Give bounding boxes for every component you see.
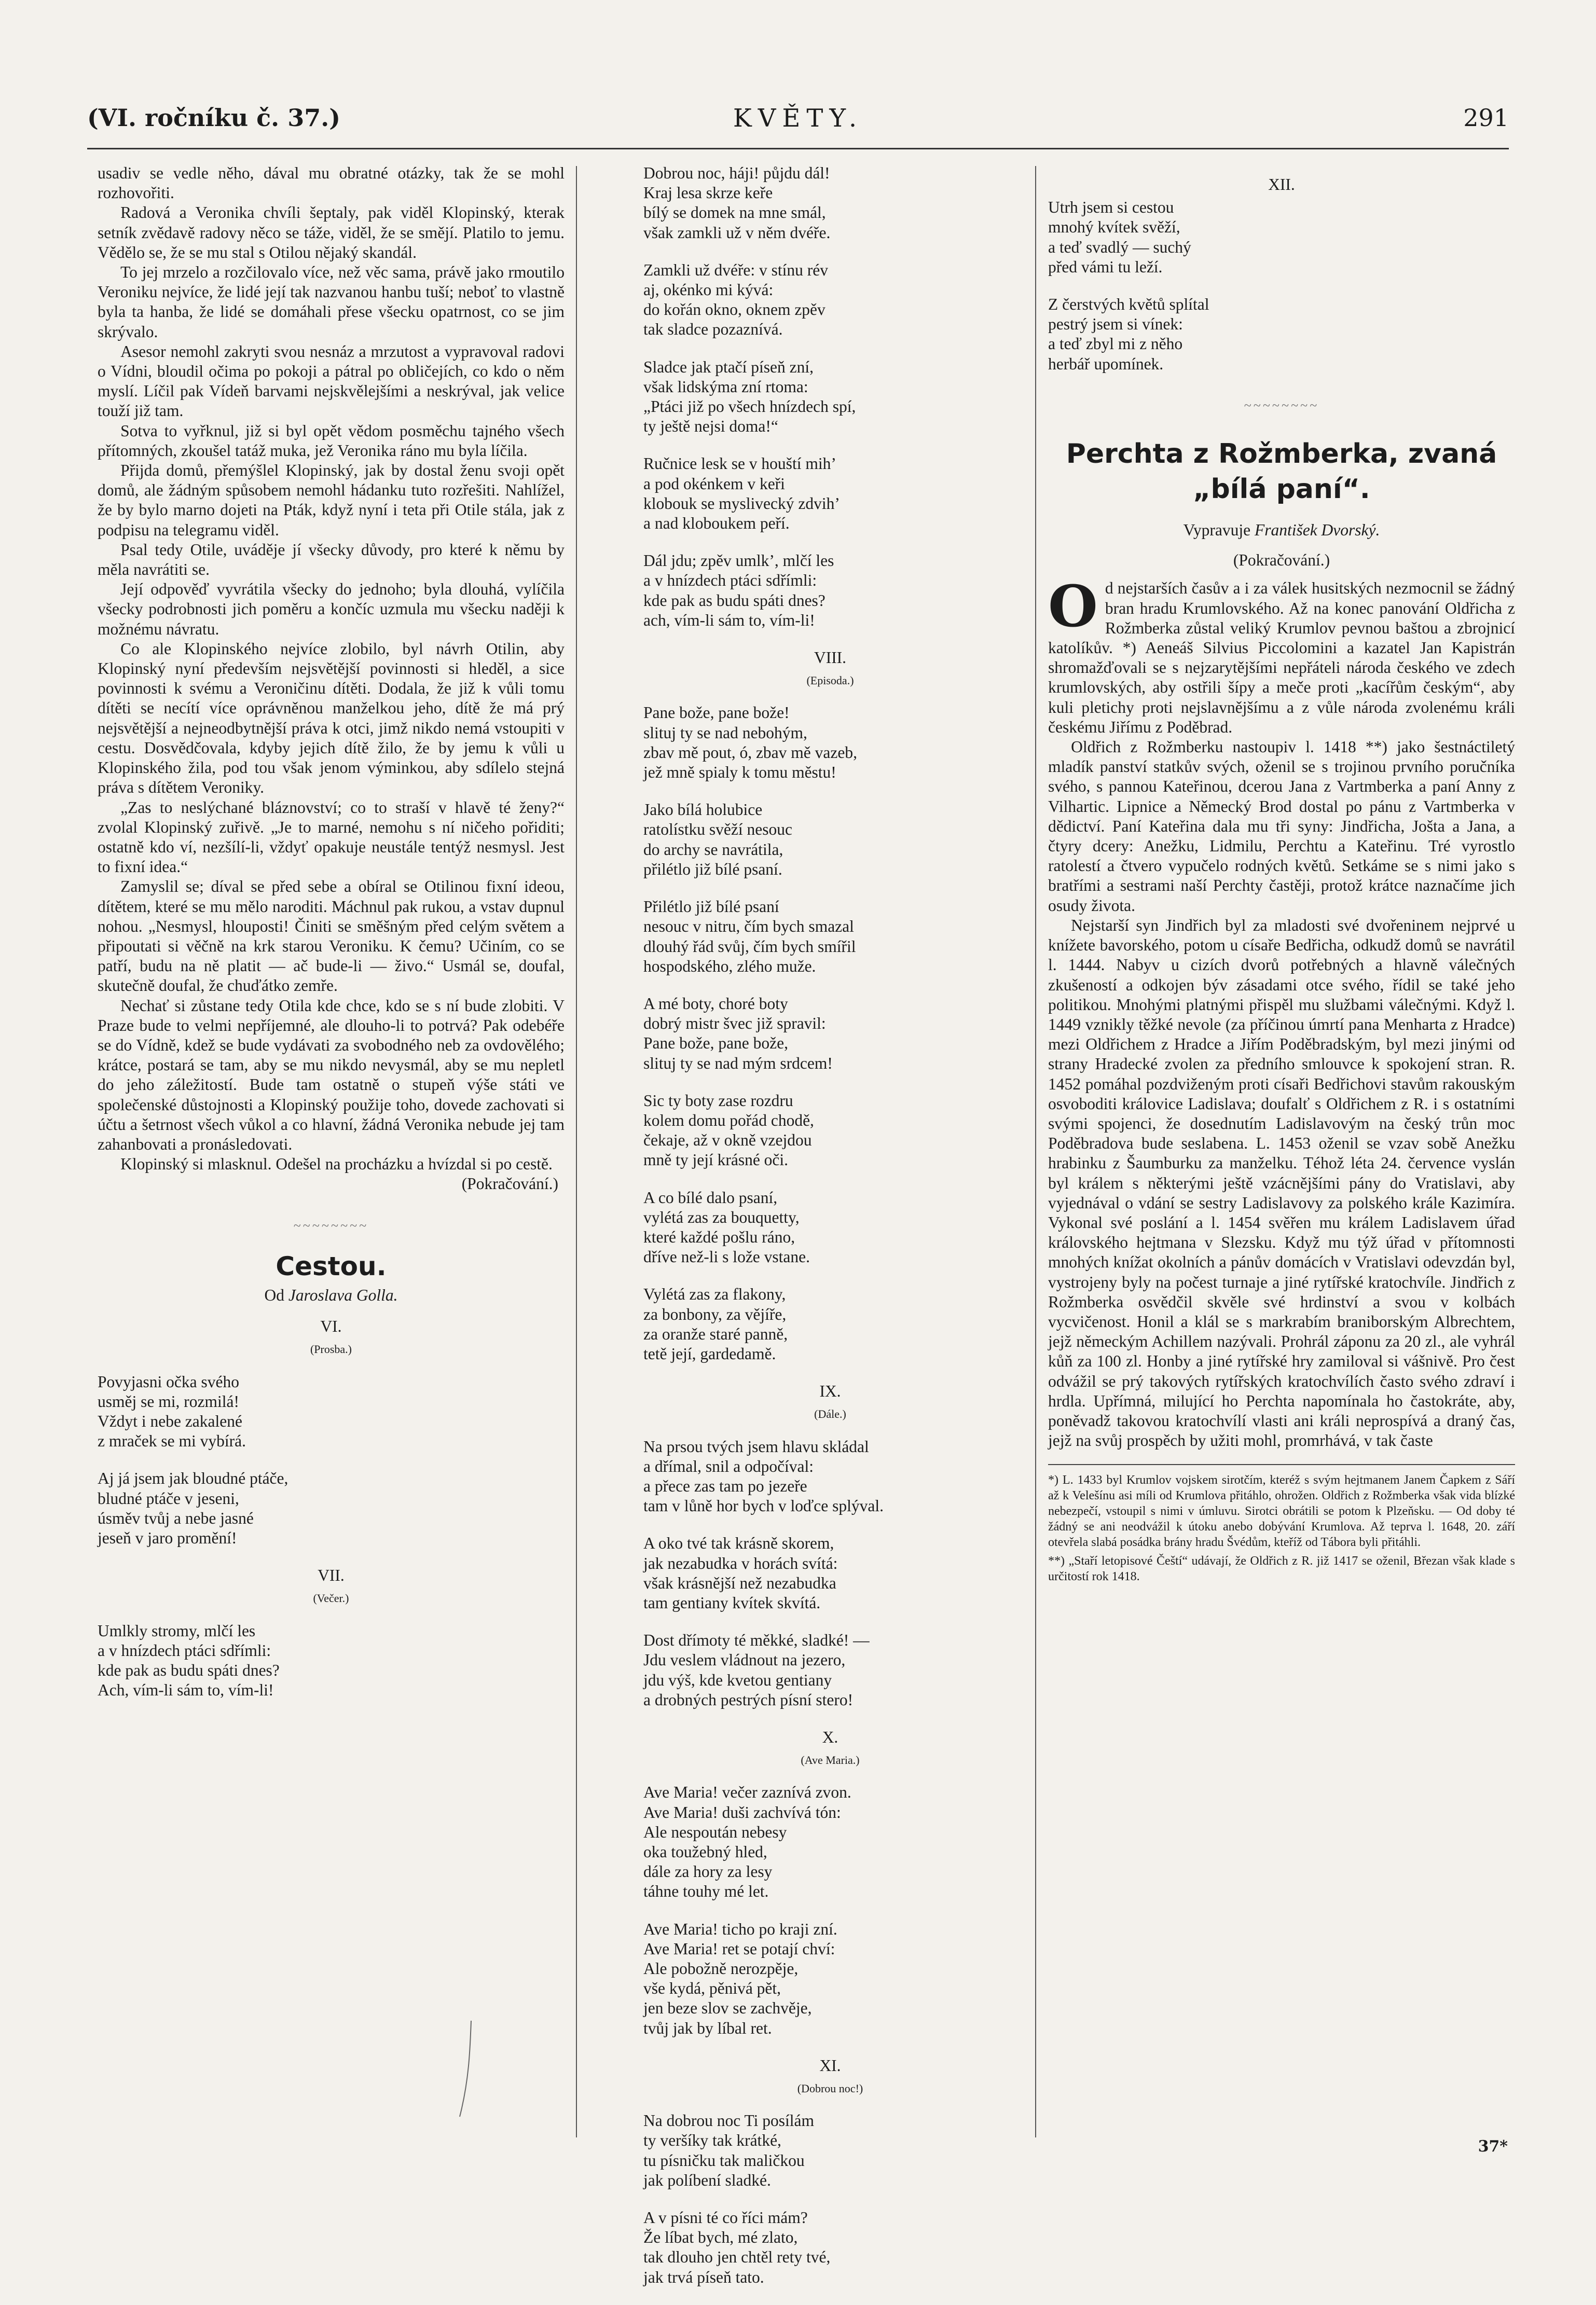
verse-line: Sladce jak ptačí píseň zní, <box>643 357 814 376</box>
verse-line: Ach, vím-li sám to, vím-li! <box>98 1681 274 1700</box>
paragraph-text: d nejstarších časův a i za válek husitských nezmocnil se žádný bran hradu Krumlovského. Až na konec panování Oldřicha z Rožmberka zůstal veliký Krumlov pevnou baštou a zbrojnicí katolíkův. *) Aeneáš Silvius Piccolomini a kazatel Jan Kapistrán shromažďovali se s nejzarytějšími nepřáteli národa českého ve zdech krumlovských, aby ostřili šípy a meče proti „kacířům českým“, aby kuli pletichy proti nejslavnějšímu a z vůle národa zvolenému králi českému Jiřímu z Poděbrad. <box>1048 579 1515 736</box>
article-author: František Dvorský. <box>1254 521 1380 540</box>
section-ornament: ~~~~~~~~ <box>293 1218 369 1233</box>
column-divider-right <box>1035 166 1036 2137</box>
poem-part-number: VII. <box>318 1566 345 1585</box>
verse-line: však zamkli už v něm dvéře. <box>643 223 831 242</box>
verse-line: za bonbony, za vějíře, <box>643 1305 787 1323</box>
footnote-rule <box>1048 1464 1515 1465</box>
verse-line: tam gentiany kvítek skvítá. <box>643 1593 821 1612</box>
stanza <box>98 1621 565 1701</box>
verse-line: však krásnější než nezabudka <box>643 1574 836 1592</box>
stanza <box>643 1631 1017 1710</box>
section-ornament: ~~~~~~~~ <box>1244 397 1319 413</box>
verse-line: Vždyt i nebe zakalené <box>98 1412 242 1430</box>
verse-line: a pod okénkem v keři <box>643 474 785 493</box>
verse-line: Kraj lesa skrze keře <box>643 184 773 202</box>
verse-line: tak sladce pozaznívá. <box>643 320 783 339</box>
stanza <box>643 260 1017 340</box>
verse-line: Z čerstvých květů splítal <box>1048 295 1209 314</box>
poem-part-subtitle: (Episoda.) <box>806 674 854 687</box>
verse-line: zbav mě pout, ó, zbav mě vazeb, <box>643 743 857 762</box>
paragraph <box>1048 737 1515 916</box>
verse-line: kolem domu pořád chodě, <box>643 1111 814 1129</box>
verse-line: Povyjasni očka svého <box>98 1372 239 1391</box>
article-byline <box>1048 520 1515 540</box>
verse-line: A mé boty, choré boty <box>643 994 788 1013</box>
paragraph <box>1048 916 1515 1451</box>
verse-line: jak nezabudka v horách svítá: <box>643 1554 838 1572</box>
verse-line: a dřímal, snil a odpočíval: <box>643 1457 814 1475</box>
verse-line: Pane bože, pane bože! <box>643 703 790 722</box>
verse-line: Na dobrou noc Ti posílám <box>643 2111 815 2130</box>
verse-line: Jdu veslem vládnout na jezero, <box>643 1651 846 1669</box>
verse-line: bílý se domek na mne smál, <box>643 203 826 222</box>
stanza <box>643 1188 1017 1267</box>
pencil-mark <box>456 2018 476 2122</box>
paragraph: Radová a Veronika chvíli šeptaly, pak viděl Klopinský, kterak setník zvědavě radovy něco se táže, viděl, že se smějí. Platilo to jemu. Vědělo se, že se mu stal s Otilou nějaký skandál. <box>98 203 565 261</box>
verse-line: Utrh jsem si cestou <box>1048 198 1174 217</box>
poem-part-subtitle: (Prosba.) <box>310 1343 352 1356</box>
verse-line: Že líbat bych, mé zlato, <box>643 2228 798 2247</box>
verse-line: Ale nespoután nebesy <box>643 1823 787 1841</box>
footnotes <box>1048 1472 1515 1584</box>
stanza <box>98 1372 565 1452</box>
verse-line: Přilétlo již bílé psaní <box>643 898 779 916</box>
verse-line: za oranže staré panně, <box>643 1324 788 1343</box>
verse-line: klobouk se myslivecký zdvih’ <box>643 494 840 513</box>
verse-line: pestrý jsem si vínek: <box>1048 315 1183 334</box>
stanza <box>643 163 1017 243</box>
paragraph: Psal tedy Otile, uváděje jí všecky důvody, pro které k němu by měla navrátiti se. <box>98 540 565 579</box>
paragraph: Přijda domů, přemýšlel Klopinský, jak by dostal ženu svoji opět domů, ale žádným spůsobem nemohl hádanku tuto rozřešiti. Nahlížel, že by bylo marno dojeti na Pták, když nyní i teta při Otile stála, jak z podpisu na telegramu viděl. <box>98 461 565 539</box>
verse-line: Jako bílá holubice <box>643 800 763 819</box>
footnote: *) L. 1433 byl Krumlov vojskem sirotčím, kteréž s svým hejtmanem Janem Čapkem z Sáří až k Velešínu asi míli od Krumlova přitáhlo, ohrožen. Oldřich z Rožmberka však vida blízké nebezpečí, vstoupil s nimi v úmluvu. Sirotci obrátili se potom k Plzeňsku. — Od doby té žádný se ani neodvážil k útoku anebo dobývání Krumlova. Až teprva l. 1648, 20. září otevřela slabá posádka brány hradu Švédům, kteříž od Tábora byli přitáhli. <box>1048 1473 1515 1550</box>
verse-line: oka toužebný hled, <box>643 1843 767 1861</box>
poem-stanzas-continued <box>643 163 1017 630</box>
verse-line: a teď zbyl mi z něho <box>1048 335 1183 353</box>
poem-part-subtitle: (Ave Maria.) <box>801 1754 860 1767</box>
verse-line: vylétá zas za bouquetty, <box>643 1208 800 1226</box>
poem-part-xii <box>1048 175 1515 374</box>
stanza <box>1048 295 1515 374</box>
paragraph: Její odpověď vyvrátila všecky do jednoho; byla dlouhá, vylíčila všecky podrobnosti jich poměru a končíc uzmula mu všecku naději k možnému návratu. <box>98 580 565 638</box>
stanza <box>1048 198 1515 277</box>
continued-note: (Pokračování.) <box>1233 551 1330 570</box>
verse-line: a v hnízdech ptáci sdřímli: <box>98 1641 271 1660</box>
verse-line: a teď svadlý — suchý <box>1048 238 1191 256</box>
verse-line: z mraček se mi vybírá. <box>98 1432 246 1451</box>
stanza <box>643 1534 1017 1613</box>
paragraph: usadiv se vedle něho, dával mu obratné otázky, tak že se mohl rozhovořiti. <box>98 164 565 202</box>
verse-line: ach, vím-li sám to, vím-li! <box>643 611 815 629</box>
verse-line: jen beze slov se zachvěje, <box>643 1999 812 2018</box>
poem-parts <box>643 648 1017 2287</box>
verse-line: jak políbení sladké. <box>643 2171 771 2189</box>
stanza <box>643 357 1017 437</box>
verse-line: aj, okénko mi kývá: <box>643 281 774 299</box>
article-body <box>1048 573 1515 1451</box>
verse-line: a nad kloboukem peří. <box>643 514 790 533</box>
verse-line: nesouc v nitru, čím bych smazal <box>643 917 854 936</box>
poem-part-number: VIII. <box>814 648 847 667</box>
stanza <box>643 1285 1017 1364</box>
verse-line: slituj ty se nad mým srdcem! <box>643 1054 833 1072</box>
verse-line: jež mně spialy k tomu městu! <box>643 763 836 782</box>
verse-line: Ale pobožně nerozpěje, <box>643 1959 799 1978</box>
paragraph: Zamyslil se; díval se před sebe a obíral se Otilinou fixní ideou, dítětem, které se mu mělo naroditi. Máchnul pak rukou, a vstav dupnul nohou. „Nesmysl, hlouposti! Činiti se směšným před celým světem a připoutati si věčně na krk starou Veroniku. K čemu? Učiním, co se patří, budu na ně platit — ač bude-li — živo.“ Usmál se, doufal, skutečně doufal, že chuďátko zemře. <box>98 877 565 995</box>
poem-part-number: X. <box>822 1728 838 1746</box>
verse-line: do archy se navrátila, <box>643 840 783 859</box>
paragraph: Klopinský si mlasknul. Odešel na procházku a hvízdal si po cestě. <box>120 1155 553 1174</box>
verse-line: jeseň v jaro promění! <box>98 1529 237 1547</box>
paragraph-text: Oldřich z Rožmberku nastoupiv l. 1418 **) jako šestnáctiletý mladík panství statkův svých, oženil se s trojinou prvního poručníka svého, s pannou Kateřinou, dcerou Jana z Vartmberka a paní Anny z Vilhartic. Lipnice a Německý Brod dostal po pánu z Vartmberka v dědictví. Paní Kateřina dala mu tři syny: Jindřicha, Jošta a Jana, a čtyry dcery: Anežku, Lidmilu, Perchtu a Kateřinu. Tré vyrostlo ratolestí a čtvero vypučelo rodných květů. Setkáme se s nimi jako s bratřími a sestrami naší Perchty častěji, protož krátce naznačíme jich osudy života. <box>1048 738 1515 915</box>
stanza <box>643 551 1017 630</box>
verse-line: před vámi tu leží. <box>1048 257 1163 276</box>
verse-line: „Ptáci již po všech hnízdech spí, <box>643 397 856 416</box>
verse-line: A co bílé dalo psaní, <box>643 1188 778 1207</box>
paragraph <box>1048 573 1515 737</box>
poem-part-number: IX. <box>819 1382 841 1401</box>
verse-line: bludné ptáče v jeseni, <box>98 1489 239 1508</box>
stanza <box>643 1091 1017 1170</box>
article-title: Perchta z Rožmberka, zvaná „bílá paní“. <box>1066 438 1497 505</box>
verse-line: a drobných pestrých písní stero! <box>643 1690 854 1709</box>
verse-line: mně ty její krásné oči. <box>643 1151 789 1169</box>
column-1 <box>98 163 565 1718</box>
verse-line: herbář upomínek. <box>1048 354 1164 373</box>
stanza <box>643 994 1017 1073</box>
verse-line: ty veršíky tak krátké, <box>643 2131 781 2150</box>
verse-line: táhne touhy mé let. <box>643 1882 769 1901</box>
verse-line: A v písni té co říci mám? <box>643 2209 808 2227</box>
paragraph: To jej mrzelo a rozčilovalo více, než věc sama, právě jako rmoutilo Veroniku nejvíce, že lidé její tak nazvanou hanbu tuší; neboť to vlastně byla ta hanba, že lidé se domáhali přese všecku opatrnost, co se jim skrývalo. <box>98 263 565 341</box>
paragraph-text: Nejstarší syn Jindřich byl za mladosti své dvořeninem nejprvé u knížete bavorského, potom u císaře Bedřicha, odkudž domů se navrátil l. 1444. Nabyv u cizích dvorů potřebných a hlavně válečných zkušeností a odkojen býv zásadami otce svého, řídil se také jeho politikou. Mnohými platnými přispěl mu službami válečnými. Když l. 1449 vznikly těžké nevole (za příčinou úmrtí pana Menharta z Hradce) mezi Oldřichem z Hradce a Jiřím Poděbradským, byl mezi jinými od strany Hradecké zvolen za předního smlouvce k spokojení stran. R. 1452 pomáhal pozdviženým proti císaři Bedřichovi stavům rakouským osvoboditi královice Ladislava; doufalť s Oldřichem z R. i s ostatními svými spojenci, že dosednutím Ladislavovým na český trůn moc Poděbradova bude seslabena. L. 1453 oženil se vzav sobě Anežku hrabinku z Šaumburku za manželku. Téhož léta 24. července vyslán byl králem s některými ještě vzácnějšími pány do Vratislavi, aby vyjednával o vdání se sestry Ladislavovy za polského krále Kazimíra. Vykonal své poslání a l. 1454 svěřen mu králem Ladislavem úřad královského hejtmana v Slezsku. Když mu týž úřad v přítomnosti mnohých knížat okolních a pánův domácích v Vratislavi odevzdán byl, vystrojeny byly na počest turnaje a jiné rytířské kratochvíle. Jindřich z Rožmberka osvědčil skvěle své hrdinství a svou v kolbách vycvičenost. Honil a klál se s markrabím braniborským Albrechtem, jejž německým Achillem nazývali. Prohrál záponu za 20 zl., ale vyhrál kůň za 100 zl. Honby a jiné rytířské hry zamiloval si vášnivě. Pro čest odvážil se prý takových rytířských kratochvílích často svého zdraví i hrdla. Upřímná, milující ho Perchta napomínala ho častokráte, aby, poněvadž takovou kratochvílí vlasti ani králi neprospívá a draný čas, jejž na svůj prospěch by užiti mohl, promrhává, v tak časte <box>1048 916 1515 1450</box>
drop-cap: O <box>1048 573 1098 640</box>
verse-line: tetě její, gardedamě. <box>643 1344 776 1363</box>
verse-line: jak trvá píseň tato. <box>643 2268 764 2286</box>
poem-part-number: XI. <box>819 2056 841 2075</box>
verse-line: Dál jdu; zpěv umlk’, mlčí les <box>643 551 834 570</box>
verse-line: Ave Maria! ret se potají chví: <box>643 1939 835 1958</box>
stanza <box>643 1920 1017 2038</box>
verse-line: ratolístku svěží nesouc <box>643 820 792 839</box>
paragraph: „Zas to neslýchané bláznovství; co to straší v hlavě té ženy?“ zvolal Klopinský zuřivě. „Je to marné, nemohu s ní ničeho pořiditi; ostatně kdo ví, nezšílí-li, vždyť opakuje neustále tentýž nesmysl. Jest to fixní idea.“ <box>98 798 565 876</box>
verse-line: dříve než-li s lože vstane. <box>643 1248 810 1266</box>
stanza <box>643 454 1017 533</box>
verse-line: A oko tvé tak krásně skorem, <box>643 1534 834 1553</box>
verse-line: Ručnice lesk se v houští mih’ <box>643 454 836 473</box>
stanza <box>643 897 1017 976</box>
poem-part-subtitle: (Dobrou noc!) <box>797 2082 863 2095</box>
poem-author: Jaroslava Golla. <box>288 1286 398 1304</box>
running-header <box>87 104 1509 140</box>
verse-line: jdu výš, kde kvetou gentiany <box>643 1671 832 1689</box>
verse-line: usměj se mi, rozmilá! <box>98 1392 239 1411</box>
verse-line: Ave Maria! ticho po kraji zní. <box>643 1920 837 1938</box>
verse-line: čekaje, až v okně vzejdou <box>643 1131 812 1150</box>
verse-line: Dobrou noc, háji! půjdu dál! <box>643 164 830 182</box>
verse-line: tam v lůně hor bych v loďce splýval. <box>643 1497 884 1515</box>
stanza <box>643 2208 1017 2287</box>
byline-prefix: Vypravuje <box>1183 521 1251 540</box>
verse-line: Sic ty boty zase rozdru <box>643 1091 793 1110</box>
stanza <box>643 703 1017 782</box>
verse-line: Aj já jsem jak bloudné ptáče, <box>98 1469 288 1488</box>
header-rule <box>87 148 1509 149</box>
verse-line: a v hnízdech ptáci sdřímli: <box>643 571 817 590</box>
verse-line: Vylétá zas za flakony, <box>643 1285 786 1304</box>
verse-line: tvůj jak by líbal ret. <box>643 2019 772 2037</box>
paragraph: Sotva to vyřknul, již si byl opět vědom posměchu tajného všech přítomných, zkoušel tatáž muka, jež Veronika ráno mu byla líčila. <box>98 421 565 460</box>
poem-title: Cestou. <box>276 1251 387 1281</box>
verse-line: ty ještě nejsi doma!“ <box>643 417 778 436</box>
verse-line: a přece zas tam po jezeře <box>643 1476 807 1495</box>
paragraph: Asesor nemohl zakryti svou nesnáz a mrzutost a vypravoval radovi o Vídni, bloudil očima po pokoji a pátral po obličejích, co kdo o něm myslí. Líčil pak Vídeň barvami nejskvělejšími a neskrýval, jak velice touží již tam. <box>98 342 565 420</box>
verse-line: Umlkly stromy, mlčí les <box>98 1621 256 1640</box>
poem-part-subtitle: (Večer.) <box>313 1592 349 1605</box>
verse-line: vše kydá, pěnivá pět, <box>643 1979 781 1998</box>
stanza <box>643 2111 1017 2190</box>
column-2 <box>643 163 1017 2305</box>
verse-line: Ave Maria! večer zaznívá zvon. <box>643 1783 851 1802</box>
verse-line: přilétlo již bílé psaní. <box>643 860 782 878</box>
stanza <box>643 1437 1017 1516</box>
verse-line: které každé pošlu ráno, <box>643 1227 795 1246</box>
verse-line: hospodského, zlého muže. <box>643 957 816 975</box>
column-3 <box>1048 163 1515 1588</box>
verse-line: Zamkli už dvéře: v stínu rév <box>643 260 829 279</box>
paragraph: Nechať si zůstane tedy Otila kde chce, kdo se s ní bude zlobiti. V Praze bude to velmi nepříjemné, ale dlouho-li to potrvá? Pak odebéře se do Vídně, kdež se bude vydávati za svobodného neb za ovdovělého; krátce, postará se tam, aby se mu nikdo nevysmál, aby se mu nepletl do jeho záležitostí. Bude tam ostatně o stupeň výše státi ve společenské důstojnosti a Klopinský použije toho, dovede zachovati si účtu a šetrnost všech vůkol a co hlavní, žádná Veronika nebude jej tam zahanbovati a pronásledovati. <box>98 996 565 1153</box>
page-number: 291 <box>1463 104 1509 132</box>
stanza <box>643 1783 1017 1901</box>
verse-line: do kořán okno, oknem zpěv <box>643 300 825 319</box>
verse-line: kde pak as budu spáti dnes? <box>643 591 825 610</box>
verse-line: dále za hory za lesy <box>643 1862 773 1881</box>
poem-byline <box>98 1286 565 1305</box>
verse-line: Ave Maria! duši zachvívá tón: <box>643 1803 841 1821</box>
verse-line: slituj ty se nad nebohým, <box>643 723 807 742</box>
verse-line: tak dlouho jen chtěl rety tvé, <box>643 2248 831 2267</box>
poem-parts <box>98 1317 565 1700</box>
poem-part-number: XII. <box>1268 175 1295 194</box>
verse-line: Pane bože, pane bože, <box>643 1034 788 1053</box>
journal-title: KVĚTY. <box>733 104 863 133</box>
stanza <box>98 1469 565 1548</box>
verse-line: však lidskýma zní rtoma: <box>643 377 808 396</box>
verse-line: úsměv tvůj a nebe jasné <box>98 1509 254 1527</box>
verse-line: dlouhý řád svůj, čím bych smířil <box>643 937 856 956</box>
printer-signature: 37* <box>1478 2137 1508 2156</box>
verse-line: kde pak as budu spáti dnes? <box>98 1661 280 1680</box>
issue-label: (VI. ročníku č. 37.) <box>87 104 341 132</box>
novel-continuation <box>98 163 565 1174</box>
byline-prefix: Od <box>264 1286 285 1304</box>
verse-line: tu písničku tak maličkou <box>643 2151 805 2170</box>
poem-part-subtitle: (Dále.) <box>814 1407 846 1421</box>
verse-line: Dost dřímoty té měkké, sladké! — <box>643 1631 870 1650</box>
footnote: **) „Staří letopisové Čeští“ udávají, že Oldřich z R. již 1417 se oženil, Březan však klade s určitostí rok 1418. <box>1048 1554 1515 1584</box>
verse-line: mnohý kvítek svěží, <box>1048 218 1180 237</box>
paragraph: Co ale Klopinského nejvíce zlobilo, byl návrh Otilin, aby Klopinský nyní především nejsvětější povinnosti si hleděl, a sice povinnosti k svému a Veroničinu dítěti. Dodala, že již k vůli tomu dítěti se necítí více oprávněnou manželkou jeho, dítě že má prý nejsvětější a nejneodbytnější práva k otci, jimž nikdo nemá vstoupiti v cestu. Dosvědčovala, kdyby jejich dítě žilo, že by jemu k vůli u Klopinského žila, pod tou však jenom výminkou, aby sdílelo stejná práva s dítětem Veroniky. <box>98 639 565 797</box>
stanza <box>643 800 1017 879</box>
continued-note: (Pokračování.) <box>461 1175 558 1193</box>
verse-line: Na prsou tvých jsem hlavu skládal <box>643 1437 869 1456</box>
verse-line: dobrý mistr švec již spravil: <box>643 1014 826 1033</box>
poem-part-number: VI. <box>320 1317 342 1336</box>
column-divider-left <box>576 166 577 2137</box>
